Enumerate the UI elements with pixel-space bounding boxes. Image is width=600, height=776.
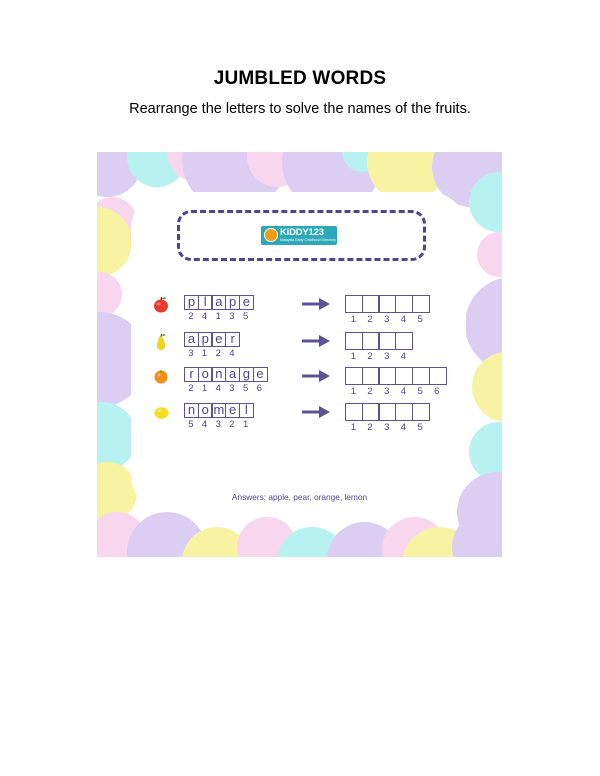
position-number: 5 (188, 419, 194, 430)
answers-line: Answers: apple, pear, orange, lemon (231, 492, 368, 502)
jumbled-letters (184, 403, 253, 418)
kiddy123-logo (261, 226, 337, 245)
answer-numbers (345, 352, 412, 362)
letter-box: n (211, 367, 226, 382)
arrow-right-icon (302, 405, 330, 417)
arrow-right-icon (302, 297, 330, 309)
answer-box[interactable] (345, 367, 363, 385)
position-number: 3 (384, 386, 390, 397)
position-number: 5 (242, 383, 249, 394)
jumbled-numbers (184, 420, 252, 430)
position-number: 2 (188, 311, 194, 322)
position-number: 1 (201, 348, 208, 359)
logo-name: KiDDY123 (280, 227, 324, 238)
position-number: 4 (400, 422, 407, 433)
position-number: 3 (384, 422, 390, 433)
position-number: 2 (188, 383, 194, 394)
letter-box: r (225, 332, 240, 347)
answer-box[interactable] (345, 403, 363, 421)
position-number: 4 (400, 351, 407, 362)
position-number: 5 (417, 386, 423, 397)
jumbled-letters (184, 367, 266, 382)
letter-box: p (225, 295, 240, 310)
jumbled-numbers (184, 349, 239, 359)
answer-box[interactable] (395, 295, 413, 313)
position-number: 3 (215, 419, 221, 430)
logo-emblem-icon (264, 228, 278, 242)
position-number: 1 (215, 311, 221, 322)
position-number: 3 (384, 314, 390, 325)
jumbled-numbers (184, 384, 266, 394)
decorative-bubble (477, 232, 502, 277)
position-number: 2 (229, 419, 235, 430)
position-number: 1 (350, 351, 356, 362)
position-number: 2 (367, 314, 373, 325)
position-number: 3 (384, 351, 390, 362)
position-number: 4 (400, 386, 407, 397)
answer-box[interactable] (345, 295, 363, 313)
letter-box: a (184, 332, 199, 347)
puzzle-row (97, 295, 502, 325)
letter-box: l (239, 403, 254, 418)
answer-box[interactable] (395, 403, 413, 421)
logo-frame (177, 210, 426, 261)
answer-boxes (345, 295, 429, 313)
letter-box: e (253, 367, 268, 382)
position-number: 3 (188, 348, 194, 359)
answer-box[interactable] (378, 295, 396, 313)
answer-box[interactable] (378, 367, 396, 385)
position-number: 1 (201, 383, 208, 394)
position-number: 5 (242, 311, 249, 322)
answer-box[interactable] (362, 403, 380, 421)
jumbled-numbers (184, 312, 252, 322)
position-number: 4 (201, 311, 208, 322)
answer-boxes (345, 332, 412, 350)
arrow-right-icon (302, 369, 330, 381)
position-number: 1 (350, 386, 356, 397)
position-number: 2 (367, 422, 373, 433)
position-number: 4 (400, 314, 407, 325)
lemon-icon (153, 403, 169, 421)
answer-box[interactable] (362, 367, 380, 385)
answer-box[interactable] (395, 367, 413, 385)
letter-box: g (239, 367, 254, 382)
logo-tagline: Malaysia Early Childhood Directory (280, 238, 336, 242)
letter-box: p (198, 332, 213, 347)
orange-icon (153, 367, 169, 385)
jumbled-letters (184, 332, 239, 347)
position-number: 5 (417, 422, 423, 433)
position-number: 4 (215, 383, 221, 394)
position-number: 1 (242, 419, 249, 430)
answer-box[interactable] (395, 332, 413, 350)
letter-box: e (225, 403, 240, 418)
letter-box: m (211, 403, 226, 418)
letter-box: l (198, 295, 213, 310)
puzzle-row (97, 403, 502, 433)
position-number: 3 (229, 383, 235, 394)
answer-box[interactable] (412, 403, 430, 421)
letter-box: e (211, 332, 226, 347)
answer-box[interactable] (345, 332, 363, 350)
answer-box[interactable] (412, 295, 430, 313)
answer-box[interactable] (378, 332, 396, 350)
position-number: 4 (201, 419, 208, 430)
worksheet (97, 152, 502, 557)
pear-icon (153, 332, 169, 350)
letter-box: p (184, 295, 199, 310)
position-number: 6 (256, 383, 262, 394)
instruction-text: Rearrange the letters to solve the names of the fruits. (129, 101, 471, 117)
answer-box[interactable] (362, 295, 380, 313)
position-number: 2 (367, 386, 373, 397)
letter-box: a (225, 367, 240, 382)
position-number: 3 (229, 311, 235, 322)
letter-box: n (184, 403, 199, 418)
position-number: 4 (229, 348, 235, 359)
answer-numbers (345, 387, 445, 397)
position-number: 1 (350, 422, 356, 433)
position-number: 2 (367, 351, 373, 362)
answer-numbers (345, 315, 428, 325)
answer-box[interactable] (378, 403, 396, 421)
answer-box[interactable] (362, 332, 380, 350)
letter-box: e (239, 295, 254, 310)
letter-box: a (211, 295, 226, 310)
position-number: 2 (215, 348, 221, 359)
answer-box[interactable] (412, 367, 430, 385)
arrow-right-icon (302, 334, 330, 346)
answer-boxes (345, 403, 429, 421)
letter-box: o (198, 367, 213, 382)
puzzle-row (97, 332, 502, 362)
position-number: 5 (417, 314, 423, 325)
position-number: 1 (350, 314, 356, 325)
letter-box: o (198, 403, 213, 418)
page-title: JUMBLED WORDS (213, 68, 387, 89)
answer-boxes (345, 367, 445, 385)
letter-box: r (184, 367, 199, 382)
answer-box[interactable] (429, 367, 447, 385)
apple-icon (153, 295, 169, 313)
jumbled-letters (184, 295, 253, 310)
puzzle-row (97, 367, 502, 397)
position-number: 6 (434, 386, 440, 397)
answer-numbers (345, 423, 428, 433)
